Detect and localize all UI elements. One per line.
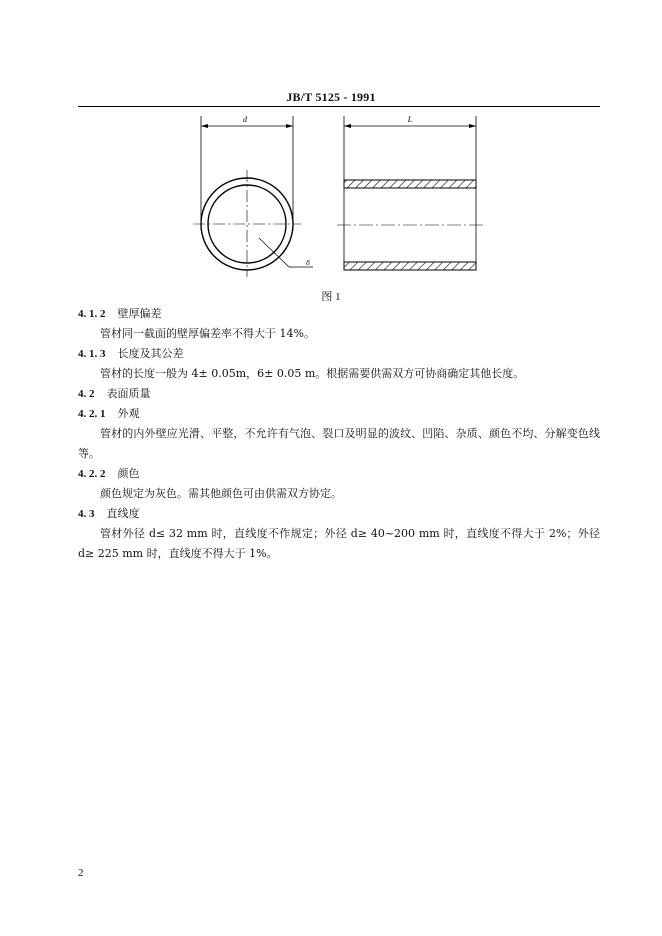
paragraph-straightness: 管材外径 d≤ 32 mm 时，直线度不作规定；外径 d≥ 40~200 mm 时，直线度不得大于 2%；外径 d≥ 225 mm 时，直线度不得大于 1%。 bbox=[78, 527, 600, 560]
section-heading-4-1-2: 4. 1. 2 壁厚偏差 bbox=[78, 307, 162, 320]
diameter-label: d bbox=[243, 115, 247, 124]
length-arrow-right bbox=[469, 124, 476, 128]
paragraph-appearance: 管材的内外壁应光滑、平整，不允许有气泡、裂口及明显的波纹、凹陷、杂质、颜色不均、分解变色线等。 bbox=[78, 427, 600, 460]
top-wall-section bbox=[344, 180, 476, 188]
paragraph-color: 颜色规定为灰色。需其他颜色可由供需双方协定。 bbox=[100, 487, 342, 500]
section-heading-4-2-2: 4. 2. 2 颜色 bbox=[78, 467, 140, 480]
longitudinal-view bbox=[337, 115, 483, 270]
pipe-figure bbox=[185, 112, 495, 277]
page-number: 2 bbox=[78, 867, 84, 879]
wall-leader-line bbox=[259, 238, 289, 267]
bottom-wall-section bbox=[344, 262, 476, 270]
section-heading-4-2-1: 4. 2. 1 外观 bbox=[78, 407, 140, 420]
arrow-left bbox=[201, 124, 208, 128]
document-body bbox=[78, 304, 600, 564]
page-header: JB/T 5125 - 1991 bbox=[286, 90, 376, 104]
paragraph-wall-thickness: 管材同一截面的壁厚偏差率不得大于 14%。 bbox=[100, 327, 315, 340]
arrow-right bbox=[286, 124, 293, 128]
section-heading-4-3: 4. 3 直线度 bbox=[78, 507, 140, 520]
thickness-label: δ bbox=[306, 260, 310, 267]
figure-caption: 图 1 bbox=[321, 291, 341, 303]
cross-section-view bbox=[193, 115, 313, 277]
header-divider bbox=[78, 106, 600, 107]
length-label: L bbox=[407, 115, 413, 124]
section-heading-4-2: 4. 2 表面质量 bbox=[78, 387, 151, 400]
section-heading-4-1-3: 4. 1. 3 长度及其公差 bbox=[78, 347, 184, 360]
length-arrow-left bbox=[344, 124, 351, 128]
paragraph-length: 管材的长度一般为 4± 0.05m，6± 0.05 m。根据需要供需双方可协商确定其他长度。 bbox=[100, 367, 525, 380]
